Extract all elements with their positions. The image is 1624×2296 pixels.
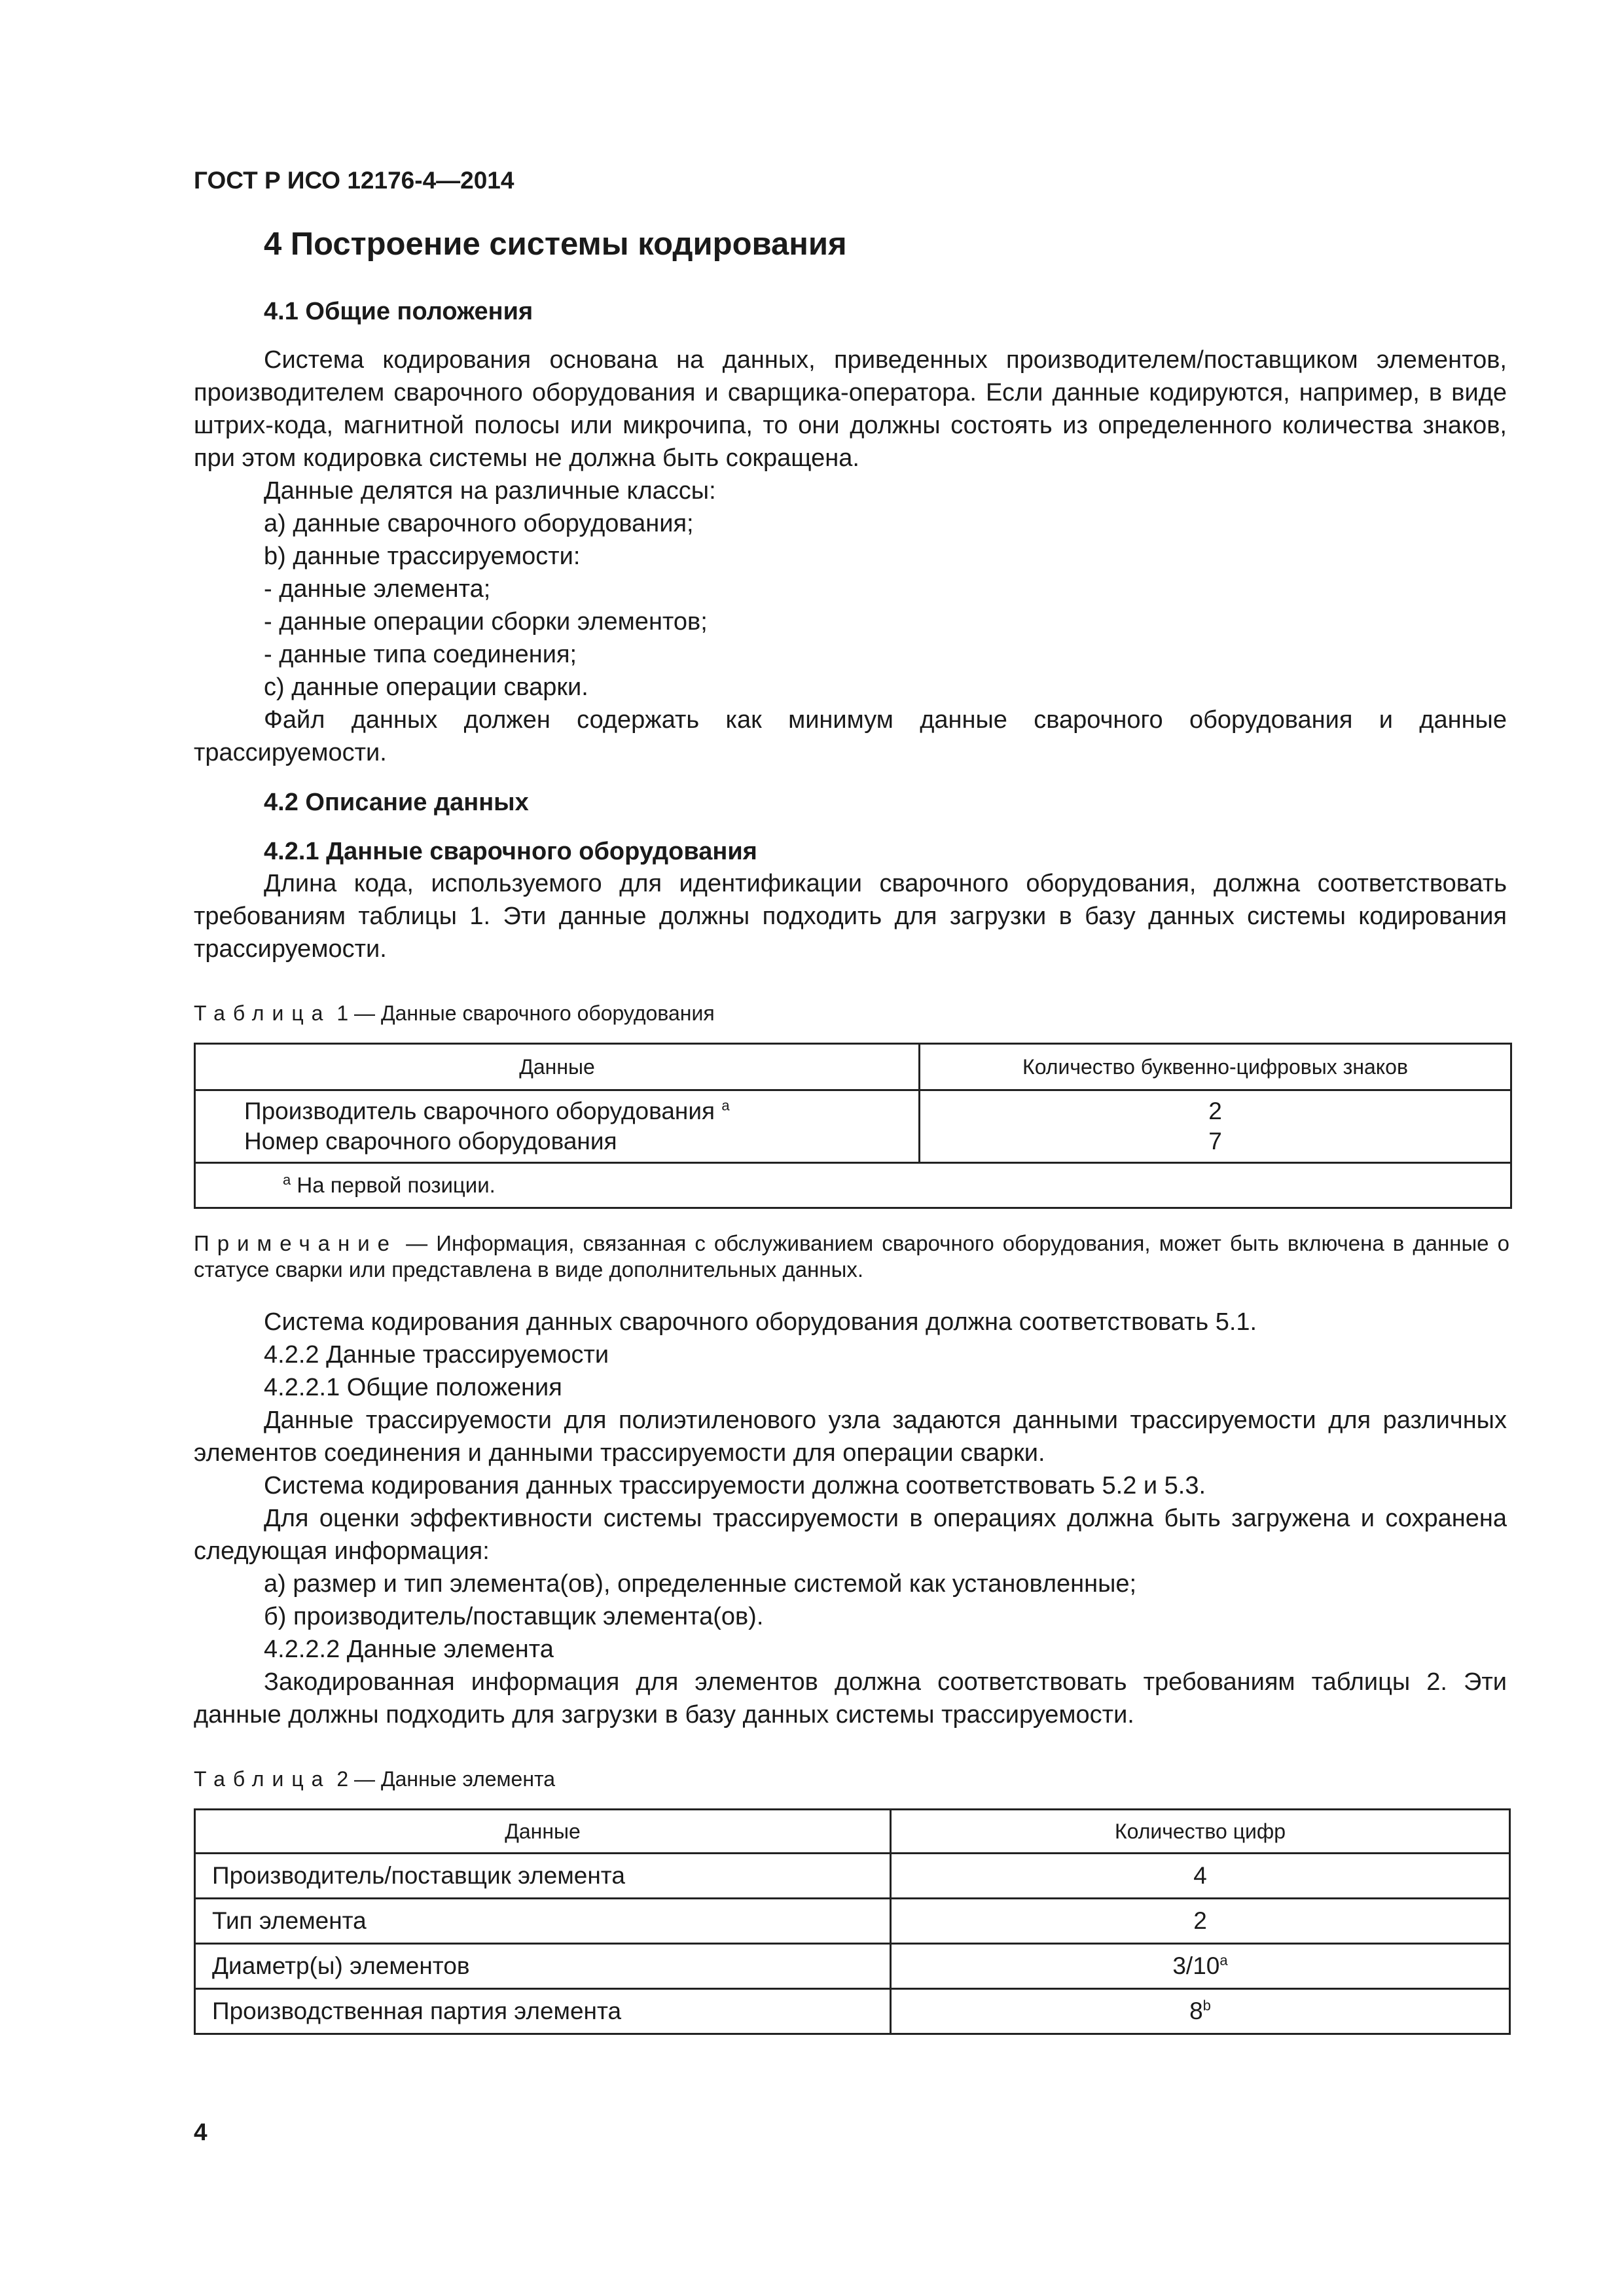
table1-row1-sup: a	[721, 1097, 730, 1114]
table1	[194, 1043, 1512, 1209]
table2-row-label: Тип элемента	[195, 1899, 891, 1944]
table2-row-label: Производственная партия элемента	[195, 1989, 891, 2034]
list-intro: Данные делятся на различные классы:	[264, 477, 716, 505]
document-code-header: ГОСТ Р ИСО 12176-4—2014	[194, 167, 514, 194]
list-item: - данные операции сборки элементов;	[264, 608, 708, 636]
table1-footnote-text: На первой позиции.	[297, 1173, 496, 1197]
table1-values-cell	[920, 1090, 1511, 1163]
paragraph-coding-system: Система кодирования основана на данных, приведенных производителем/поставщиком элементов, производителем сварочного оборудования и сварщика-оператора. Если данные кодируются, например, в виде штрих-кода, магнитной полосы или микрочипа, то они должны состоять из определенного количества знаков, при этом кодировка системы не должна быть сокращена.	[194, 346, 1507, 472]
list-item: b) данные трассируемости:	[264, 543, 581, 570]
page-number: 4	[194, 2119, 208, 2145]
table1-footnote	[195, 1163, 1511, 1208]
subsection-4-2-2-1-title: 4.2.2.1 Общие положения	[264, 1374, 562, 1401]
subsection-4-2-1-title: 4.2.1 Данные сварочного оборудования	[264, 838, 757, 865]
table-row	[195, 1899, 1510, 1944]
table2-row-value: 8$^b$	[891, 1989, 1510, 2034]
paragraph-code-length: Длина кода, используемого для идентификации сварочного оборудования, должна соответствовать требованиям таблицы 1. Эти данные должны подходить для загрузки в базу данных системы кодирования трассируемости.	[194, 870, 1507, 963]
note-text: — Информация, связанная с обслуживанием сварочного оборудования, может быть включена в данные о статусе сварки или представлена в виде дополнительных данных.	[194, 1231, 1509, 1282]
table1-row2-value: 7	[1208, 1128, 1222, 1155]
table1-row2-label: Номер сварочного оборудования	[244, 1128, 617, 1155]
list-item: a) данные сварочного оборудования;	[264, 510, 694, 537]
table2-row-label: Производитель/поставщик элемента	[195, 1854, 891, 1899]
paragraph-element-info: Закодированная информация для элементов должна соответствовать требованиям таблицы 2. Эти данные должны подходить для загрузки в базу данных системы трассируемости.	[194, 1668, 1507, 1729]
paragraph-data-file: Файл данных должен содержать как минимум данные сварочного оборудования и данные трассируемости.	[194, 706, 1507, 766]
list-item: б) производитель/поставщик элемента(ов).	[264, 1603, 764, 1630]
paragraph-traceability: Данные трассируемости для полиэтиленового узла задаются данными трассируемости для различных элементов соединения и данными трассируемости для операции сварки.	[194, 1407, 1507, 1467]
table2-caption-text: 2 — Данные элемента	[336, 1767, 556, 1791]
note	[194, 1230, 1509, 1283]
table1-row1-value: 2	[1208, 1098, 1222, 1124]
table1-header-data: Данные	[195, 1044, 920, 1090]
section-title: 4 Построение системы кодирования	[264, 226, 847, 262]
table-row	[195, 1989, 1510, 2034]
table-row	[195, 1944, 1510, 1989]
subsection-4-1-title: 4.1 Общие положения	[264, 298, 533, 325]
table2-row-value: 4	[891, 1854, 1510, 1899]
list-item: - данные типа соединения;	[264, 641, 577, 668]
table2	[194, 1808, 1511, 2035]
paragraph-traceability-coding: Система кодирования данных трассируемости должна соответствовать 5.2 и 5.3.	[264, 1472, 1206, 1499]
table2-header-count: Количество цифр	[891, 1810, 1510, 1854]
table1-header-count: Количество буквенно-цифровых знаков	[920, 1044, 1511, 1090]
table2-caption	[194, 1767, 555, 1791]
table1-row1-label: Производитель сварочного оборудования	[244, 1098, 715, 1124]
table1-caption	[194, 1001, 715, 1026]
paragraph-efficiency: Для оценки эффективности системы трассируемости в операциях должна быть загружена и сохранена следующая информация:	[194, 1505, 1507, 1565]
table2-row-sup: a	[1219, 1952, 1228, 1969]
table-row	[195, 1854, 1510, 1899]
subsection-4-2-title: 4.2 Описание данных	[264, 789, 529, 816]
table2-row-sup: b	[1202, 1997, 1211, 2014]
note-label: Примечание	[194, 1231, 398, 1255]
table2-header-data: Данные	[195, 1810, 891, 1854]
subsection-4-2-2-title: 4.2.2 Данные трассируемости	[264, 1341, 609, 1369]
list-item: c) данные операции сварки.	[264, 673, 588, 701]
list-item: а) размер и тип элемента(ов), определенные системой как установленные;	[264, 1570, 1137, 1598]
table1-caption-word: Таблица	[194, 1001, 331, 1025]
table1-row1-label-line	[244, 1096, 918, 1126]
table2-caption-word: Таблица	[194, 1767, 331, 1791]
line-welding-coding: Система кодирования данных сварочного оборудования должна соответствовать 5.1.	[264, 1308, 1257, 1336]
table2-row-label: Диаметр(ы) элементов	[195, 1944, 891, 1989]
table2-row-value: 3/10$^a$	[891, 1944, 1510, 1989]
table1-footnote-sup: a	[283, 1172, 291, 1188]
list-item: - данные элемента;	[264, 575, 491, 603]
table1-labels-cell	[195, 1090, 920, 1163]
table2-row-value: 2	[891, 1899, 1510, 1944]
subsection-4-2-2-2-title: 4.2.2.2 Данные элемента	[264, 1636, 554, 1663]
table1-caption-text: 1 — Данные сварочного оборудования	[336, 1001, 715, 1025]
